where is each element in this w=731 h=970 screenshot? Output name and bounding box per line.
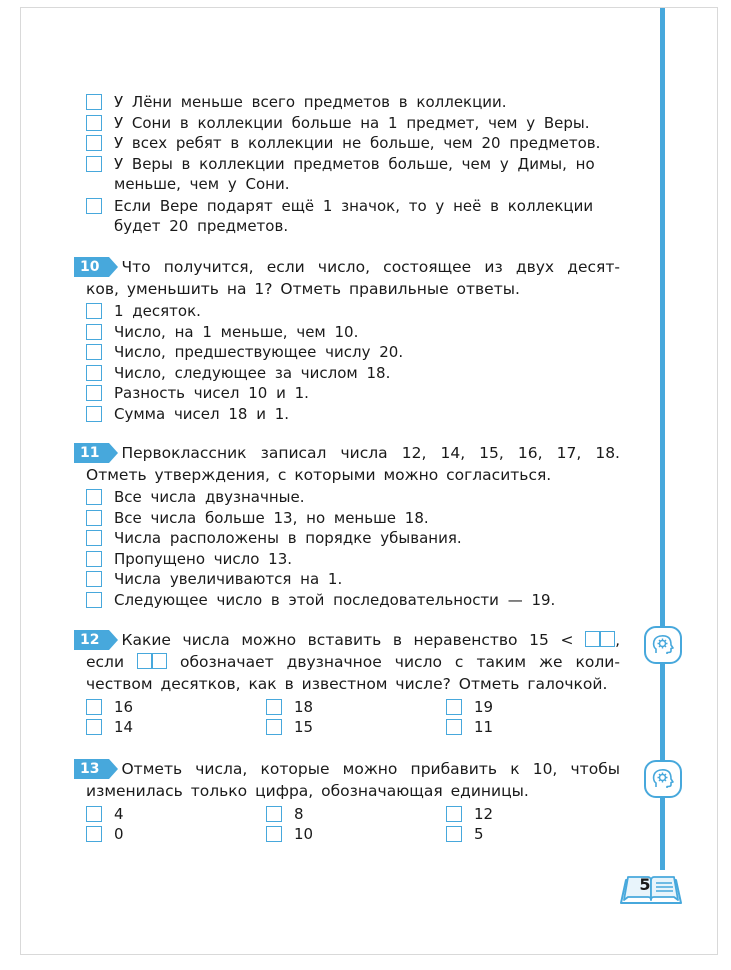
task-13 [80,758,620,846]
checkbox[interactable] [446,806,462,822]
list-item[interactable]: Разность чисел 10 и 1. [86,383,620,404]
option-list [86,301,620,424]
task-question: чеством десятков, как в известном числе? Отметь галочкой. [86,675,608,693]
option-grid: 4 8 12 0 10 5 [86,804,620,846]
task-question: 11 Первоклассник записал числа 12, 14, 15, 16, 17, 18. [86,442,620,464]
task-number-badge: 11 [74,443,109,463]
task-question: 10 Что получится, если число, состоящее из двух десят- [86,256,620,278]
checkbox[interactable] [86,571,102,587]
task-question: 12 Какие числа можно вставить в неравенство 15 < , [86,629,620,651]
list-item-continuation: будет 20 предметов. [114,217,289,235]
checkbox[interactable] [86,551,102,567]
list-item[interactable]: Если Вере подарят ещё 1 значок, то у неё в коллекции [86,196,622,217]
checkbox[interactable] [86,156,102,172]
checkbox[interactable] [86,385,102,401]
checkbox[interactable] [86,135,102,151]
option-list [86,487,620,610]
checkbox[interactable] [266,719,282,735]
checkbox[interactable] [86,826,102,842]
list-item[interactable]: Числа увеличиваются на 1. [86,569,620,590]
list-item[interactable]: Числа расположены в порядке убывания. [86,528,620,549]
list-item[interactable]: Все числа двузначные. [86,487,620,508]
answer-box[interactable] [585,631,615,647]
task-number-badge: 10 [74,257,109,277]
list-item[interactable]: У Лёни меньше всего предметов в коллекции. [86,92,622,113]
list-item[interactable]: У Веры в коллекции предметов больше, чем у Димы, но [86,154,622,175]
task-question: 13 Отметь числа, которые можно прибавить к 10, чтобы [86,758,620,780]
checkbox[interactable] [266,699,282,715]
checkbox[interactable] [86,344,102,360]
task-number-badge: 13 [74,759,109,779]
checkbox[interactable] [86,806,102,822]
task-number-badge: 12 [74,630,109,650]
task-question: изменилась только цифра, обозначающая единицы. [86,782,529,800]
task-10 [80,256,620,424]
checkbox[interactable] [86,489,102,505]
task-question: если обозначает двузначное число с таким же коли- [86,653,620,671]
checkbox[interactable] [86,303,102,319]
checkbox[interactable] [86,530,102,546]
checkbox[interactable] [86,115,102,131]
side-rail [660,8,665,870]
list-item[interactable]: У всех ребят в коллекции не больше, чем 20 предметов. [86,133,622,154]
answer-box [137,653,167,669]
list-item[interactable]: Следующее число в этой последовательности — 19. [86,590,620,611]
checkbox[interactable] [446,826,462,842]
list-item[interactable]: Пропущено число 13. [86,549,620,570]
list-item-continuation: меньше, чем у Сони. [114,175,290,193]
checkbox[interactable] [86,198,102,214]
checkbox[interactable] [266,806,282,822]
list-item[interactable]: Число, на 1 меньше, чем 10. [86,322,620,343]
list-item[interactable]: У Сони в коллекции больше на 1 предмет, чем у Веры. [86,113,622,134]
list-item[interactable]: Число, предшествующее числу 20. [86,342,620,363]
head-gear-icon [644,626,682,664]
task-question: Отметь утверждения, с которыми можно согласиться. [86,466,552,484]
checkbox[interactable] [446,719,462,735]
checkbox[interactable] [86,324,102,340]
checkbox[interactable] [86,592,102,608]
head-gear-icon-graphic [646,628,680,662]
list-item[interactable]: 1 десяток. [86,301,620,322]
checkbox[interactable] [266,826,282,842]
list-item[interactable]: Сумма чисел 18 и 1. [86,404,620,425]
task-12 [80,629,620,739]
page-number: 5 [618,870,684,906]
task-question: ков, уменьшить на 1? Отметь правильные ответы. [86,280,520,298]
intro-option-list [86,92,622,237]
list-item[interactable]: Все числа больше 13, но меньше 18. [86,508,620,529]
checkbox[interactable] [86,719,102,735]
task-11 [80,442,620,610]
head-gear-icon [644,760,682,798]
option-grid: 16 18 19 14 15 11 [86,697,620,739]
checkbox[interactable] [446,699,462,715]
list-item[interactable]: Число, следующее за числом 18. [86,363,620,384]
checkbox[interactable] [86,510,102,526]
checkbox[interactable] [86,365,102,381]
head-gear-icon-graphic [646,762,680,796]
checkbox[interactable] [86,699,102,715]
checkbox[interactable] [86,406,102,422]
checkbox[interactable] [86,94,102,110]
